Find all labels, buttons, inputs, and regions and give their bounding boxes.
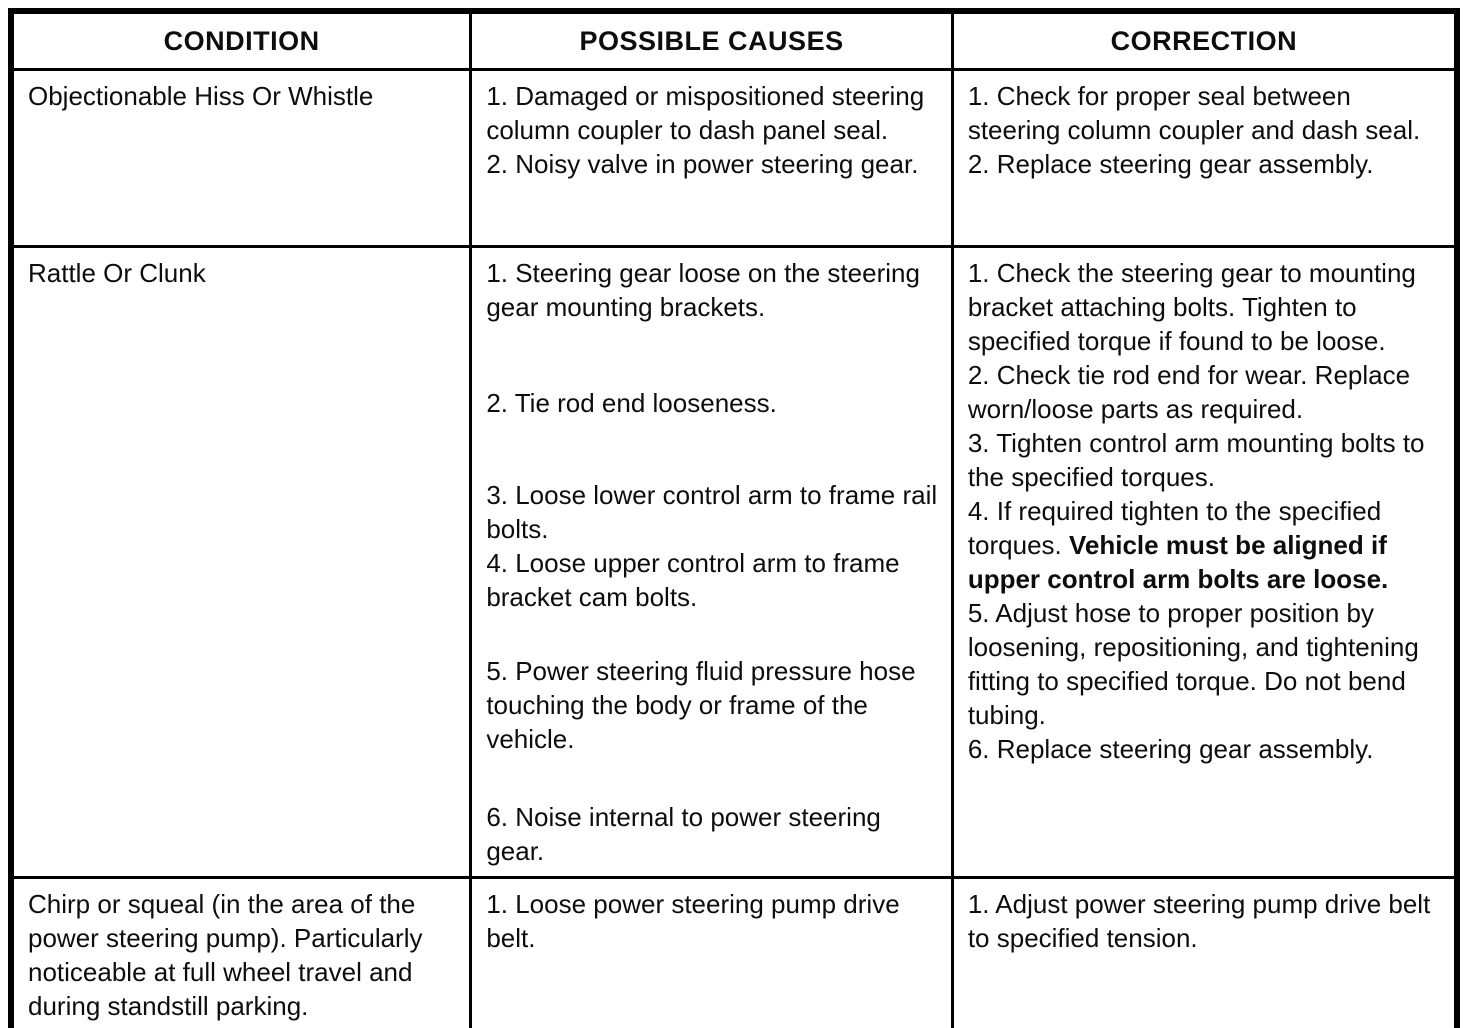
condition-cell [11,247,471,878]
correction-cell [952,70,1457,247]
cause-item: 2. Noisy valve in power steering gear. [486,149,919,179]
correction-item: 2. Replace steering gear assembly. [967,149,1374,179]
cause-item: 6. Noise internal to power steering gear. [486,802,881,866]
causes-cell [471,878,953,1028]
correction-item: 6. Replace steering gear assembly. [967,734,1374,764]
condition-text: Rattle Or Clunk [28,258,206,288]
steering-diagnosis-table [8,8,1460,1028]
correction-item: 1. Check the steering gear to mounting bracket attaching bolts. Tighten to specified torque if found to be loose. [967,258,1416,356]
correction-item: 5. Adjust hose to proper position by loosening, repositioning, and tightening fitting to specified torque. Do not bend tubing. [967,598,1419,730]
causes-cell [471,247,953,878]
cause-item: 1. Damaged or mispositioned steering column coupler to dash panel seal. [486,81,925,145]
correction-cell [952,878,1457,1028]
correction-item: 1. Adjust power steering pump drive belt to specified tension. [967,889,1431,953]
header-row [11,11,1457,70]
condition-cell [11,70,471,247]
cause-item: 1. Loose power steering pump drive belt. [486,889,900,953]
cause-item: 2. Tie rod end looseness. [486,388,777,418]
correction-item-text: 4. If required tighten to the specified torques. [967,496,1382,560]
correction-item-bold-text: Vehicle must be aligned if upper control arm bolts are loose. [967,530,1389,594]
correction-item [968,494,1442,596]
correction-item: 3. Tighten control arm mounting bolts to the specified torques. [967,428,1425,492]
column-header-correction: CORRECTION [952,11,1457,70]
correction-cell [952,247,1457,878]
cause-item: 3. Loose lower control arm to frame rail bolts. [486,480,938,544]
correction-item: 1. Check for proper seal between steering column coupler and dash seal. [967,81,1421,145]
cause-item: 4. Loose upper control arm to frame bracket cam bolts. [486,548,900,612]
table-row-rattle-or-clunk [11,247,1457,878]
correction-item: 2. Check tie rod end for wear. Replace worn/loose parts as required. [967,360,1411,424]
column-header-condition: CONDITION [11,11,471,70]
condition-text: Objectionable Hiss Or Whistle [28,81,374,111]
condition-text: Chirp or squeal (in the area of the power steering pump). Particularly noticeable at full wheel travel and during standstill parking. [28,889,423,1021]
table-row-chirp-or-squeal [11,878,1457,1028]
condition-cell [11,878,471,1028]
causes-cell [471,70,953,247]
column-header-possible-causes: POSSIBLE CAUSES [471,11,953,70]
table-row-hiss-or-whistle [11,70,1457,247]
cause-item: 5. Power steering fluid pressure hose touching the body or frame of the vehicle. [486,656,916,754]
cause-item: 1. Steering gear loose on the steering gear mounting brackets. [486,258,920,322]
